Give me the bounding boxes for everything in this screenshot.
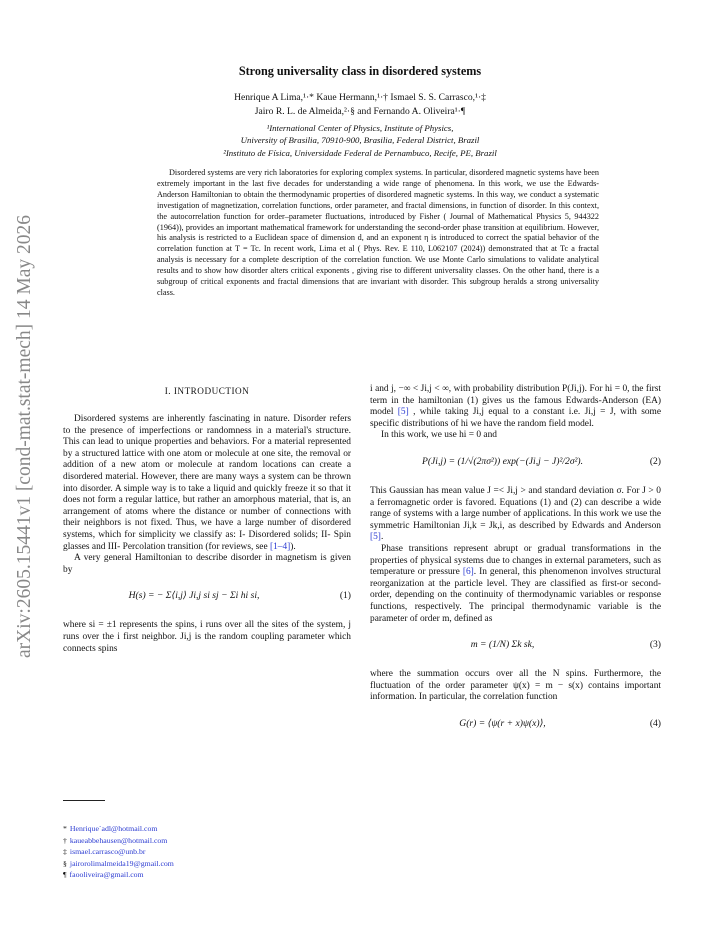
abstract-text: Disordered systems are very rich laboratories for exploring complex systems. In particular, disordered magnetic systems have been extremely important in the last five decades for understanding a wide range of phenomena. In this work, we use the Edwards-Anderson Hamiltonian to obtain the thermodynamic properties of disordered magnetic systems. In this way, we conduct a systematic investigation of magnetization, correlation functions, order parameter, and fractal dimensions, in function of disorder. In this context, the autocorrelation function for order–parameter fluctuations, introduced by Fisher ( Journal of Mathematical Physics 5, 944322 (1964)), provides an important mathematical framework for understanding the second-order phase transition at equilibrium. However, his analysis is restricted to a Euclidean space of dimension d, and an exponent η is introduced to correct the spatial behavior of the correlation function at T = Tc. In recent work, Lima et al ( Phys. Rev. E 110, L062107 (2024)) demonstrated that at Tc a fractal analysis is necessary for a complete description of the correlation function. We use Monte Carlo simulations to validate analytical results and to show how disorder alters critical exponents , giving rise to different universality classes. On the other hand, there is a subgroup of critical exponents and fractal dimensions that are invariant with disorder. This subgroup heralds a strong universality class. <box>157 168 599 297</box>
right-paragraph-5: where the summation occurs over all the N spins. Furthermore, the fluctuation of the order parameter ψ(x) = m − s(x) contains important information. In particular, the correlation function <box>370 669 661 703</box>
footnote-separator <box>63 800 105 801</box>
equation-number: (4) <box>649 717 661 729</box>
author-list <box>0 91 720 119</box>
citation-link[interactable]: [5] <box>370 532 381 543</box>
email-link[interactable]: ismael.carrasco@unb.br <box>69 847 146 857</box>
right-paragraph-2: In this work, we use hi = 0 and <box>381 430 497 441</box>
right-column <box>370 384 661 748</box>
arxiv-identifier-stamp: arXiv:2605.15441v1 [cond-mat.stat-mech] 14 May 2026 <box>14 215 35 658</box>
intro-paragraph-3: where si = ±1 represents the spins, i runs over all the sites of the system, j runs over the i first neighbor. Ji,j is the random coupling parameter which connects spins <box>63 620 351 654</box>
equation-body: G(r) = ⟨ψ(r + x)ψ(x)⟩, <box>459 717 546 729</box>
citation-link[interactable]: [6] <box>462 567 474 578</box>
equation-2 <box>370 452 661 476</box>
email-link[interactable]: kaueabbehausen@hotmail.com <box>69 835 168 845</box>
equation-body: P(Ji,j) = (1/√(2πσ²)) exp(−(Ji,j − J)²/2σ²). <box>421 455 584 467</box>
equation-number: (2) <box>649 455 661 467</box>
affiliation-line: ¹International Center of Physics, Institute of Physics, <box>266 123 454 133</box>
equation-body: m = (1/N) Σk sk, <box>470 639 535 651</box>
author-line-1: Henrique A Lima,¹·* Kaue Hermann,¹·† Ismael S. S. Carrasco,¹·‡ <box>234 92 486 103</box>
right-paragraph-3: This Gaussian has mean value J =< Ji,j > and standard deviation σ. For J > 0 a ferromagnetic order is favored. Equations (1) and (2) can describe a wide range of systems with a large number of applications. In this work we use the symmetric Hamiltonian Ji,k = Jk,i, as described by Edwards and Anderson [5]. <box>370 485 661 543</box>
affiliation-line: ²Instituto de Física, Universidade Federal de Pernambuco, Recife, PE, Brazil <box>223 147 497 158</box>
affiliation-line: University of Brasilia, 70910-900, Brasilia, Federal District, Brazil <box>240 135 480 146</box>
email-link[interactable]: faooliveira@gmail.com <box>69 870 144 880</box>
footnotes <box>63 823 174 881</box>
paper-title: Strong universality class in disordered systems <box>238 64 482 78</box>
abstract <box>157 168 599 299</box>
equation-number: (3) <box>649 639 661 651</box>
intro-paragraph-1: Disordered systems are inherently fascinating in nature. Disorder refers to the presence of imperfections or randomness in a material's structure. This can lead to unique properties and behaviors. For a material represented by a structured lattice with one atom or molecule at one site, the removal or addition of a new atom or molecule at random locations can create a disordered material. However, there are many ways a system can be thrown into disorder. A simple way is to take a liquid and quickly freeze it so that it does not form a regular lattice, but rather an amorphous material, that is, an arrangement of atoms where the distance or number of connections with their neighbors is not fixed. Thus, we have a large number of disordered systems, which for simplicity we classify as: I- Disordered solids; II- Spin glasses and III- Percolation transition (for reviews, see [1–4]). <box>63 414 351 552</box>
footnote: ‡ ismael.carrasco@unb.br <box>63 847 146 857</box>
email-link[interactable]: jairorolimalmeida19@gmail.com <box>69 858 174 868</box>
equation-body: H(s) = − Σ⟨i,j⟩ Ji,j si sj − Σi hi si, <box>128 590 260 602</box>
email-link[interactable]: Henrique`adl@hotmail.com <box>69 824 158 833</box>
author-line-2: Jairo R. L. de Almeida,²·§ and Fernando A. Oliveira¹·¶ <box>254 106 466 117</box>
right-paragraph-4: Phase transitions represent abrupt or gradual transformations in the properties of physical systems due to changes in external parameters, such as temperature or pressure [6]. In general, this phenomenon involves structural reorganization at the particle level. They are classified as first-or second-order, depending on the continuity of thermodynamic variables or response functions, respectively. The principal thermodynamic variable is the parameter of order m, defined as <box>370 543 662 624</box>
left-column <box>63 384 351 655</box>
section-heading-introduction: I. INTRODUCTION <box>164 386 250 396</box>
equation-1 <box>63 586 351 610</box>
affiliations <box>0 122 720 159</box>
equation-4 <box>370 714 661 738</box>
citation-link[interactable]: [1–4] <box>269 541 291 552</box>
intro-paragraph-2: A very general Hamiltonian to describe disorder in magnetism is given by <box>63 553 351 575</box>
equation-number: (1) <box>339 590 351 602</box>
footnote: § jairorolimalmeida19@gmail.com <box>63 858 174 868</box>
right-paragraph-1: i and j, −∞ < Ji,j < ∞, with probability distribution P(Ji,j). For hi = 0, the first term in the hamiltonian (1) gives us the famous Edwards-Anderson (EA) model [5] , while taking Ji,j equal to a constant i.e. Ji,j = J, with some specific distributions of hi we have the random field model. <box>370 384 661 429</box>
footnote: ¶ faooliveira@gmail.com <box>63 870 144 880</box>
footnote: † kaueabbehausen@hotmail.com <box>63 835 168 845</box>
citation-link[interactable]: [5] <box>397 407 409 418</box>
footnote: * Henrique`adl@hotmail.com <box>63 824 158 833</box>
equation-3 <box>370 635 661 659</box>
